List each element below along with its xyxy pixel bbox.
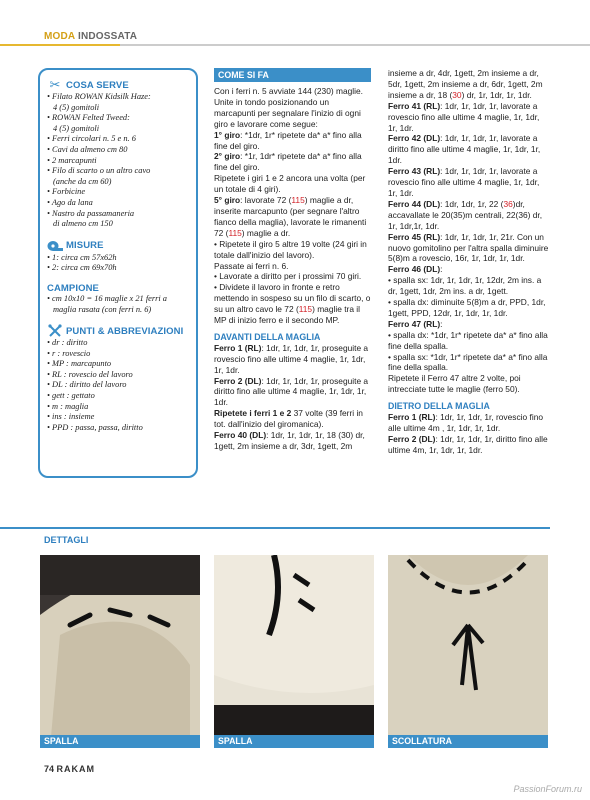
scissors-icon: ✂ [49,77,61,92]
misure-list: • 1: circa cm 57x62h • 2: circa cm 69x70h [47,252,117,273]
page-footer: 74 RAKAM [44,764,96,774]
campione-heading: CAMPIONE [47,282,99,294]
campione-list: • cm 10x10 = 16 maglie x 21 ferri a maglia rasata (con ferri n. 6) [47,293,167,314]
dettagli-heading: DETTAGLI [44,535,89,545]
punti-heading: PUNTI & ABBREVIAZIONI [47,324,190,338]
punti-list: • dr : diritto • r : rovescio • MP : marcapunto • RL : rovescio del lavoro • DL : diritto del lavoro • gett : gettato • m : maglia • ins : insieme • PPD : passa, passa, diritto [47,338,143,432]
dietro-heading: DIETRO DELLA MAGLIA [388,401,490,412]
cosa-serve-list: • Filato ROWAN Kidsilk Haze: 4 (5) gomitoli • ROWAN Felted Tweed: 4 (5) gomitoli • Ferri circolari n. 5 e n. 6 • Cavi da almeno cm 80 • 2 marcapunti • Filo di scarto o un altro cavo (anche da cm 60) • Forbicine • Ago da lana • Nastro da passamaneria di almeno cm 150 [47,92,151,229]
photo-scollatura [388,555,548,748]
come-si-fa-heading: COME SI FA [214,68,371,82]
misure-heading: MISURE [47,239,190,253]
tape-measure-icon [47,239,63,253]
materials-box [38,68,198,478]
photo-spalla-2 [214,555,374,748]
caption-spalla-2: SPALLA [214,735,374,748]
photo-spalla-1 [40,555,200,748]
caption-spalla-1: SPALLA [40,735,200,748]
instructions-column-2: insieme a dr, 4dr, 1gett, 2m insieme a dr, 5dr, 1gett, 2m insieme a dr, 6dr, 1gett, 2m insieme a dr, 18 (30) dr, 1r, 1dr, 1r, 1dr. Ferro 41 (RL): 1dr, 1r, 1dr, 1r, lavorate a rovescio fino alle ultime 4 maglie, 1r, 1dr, 1r, 1dr. Ferro 42 (DL): 1dr, 1r, 1dr, 1r, lavorate a diritto fino alle ultime 4 maglie, 1r, 1dr, 1r, 1dr. Ferro 43 (RL): 1dr, 1r, 1dr, 1r, lavorate a rovescio fino alle ultime 4 maglie, 1r, 1dr, 1r, 1dr. Ferro 44 (DL): 1dr, 1dr, 1r, 22 (36)dr, accavallate le 20(35)m centrali, 22(36) dr, 1r, 1dr,1r, 1dr. Ferro 45 (RL): 1dr, 1r, 1dr, 1r, 21r. Con un nuovo gomitolino per l'altra spalla diminuire 5(8)m a rovescio, 16r, 1r, 1dr, 1r, 1dr. Ferro 46 (DL): • spalla sx: 1dr, 1r, 1dr, 1r, 12dr, 2m ins. a dr, 1gett, 1dr, 2m ins. a dr, 1gett. • spalla dx: diminuite 5(8)m a dr, PPD, 1dr, 1gett, PPD, 12dr, 1r, 1dr, 1r, 1dr. Ferro 47 (RL): • spalla dx: *1dr, 1r* ripetete da* a* fino alla fine della spalla. • spalla sx: *1dr, 1r* ripetete da* a* fino alla fine della spalla. Ripetete il Ferro 47 altre 2 volte, poi intrecciate tutte le maglie (ferro 50). DIETRO DELLA MAGLIA Ferro 1 (RL): 1dr, 1r, 1dr, 1r, rovescio fino alle ultime 4m , 1r, 1dr, 1r, 1dr. Ferro 2 (DL): 1dr, 1r, 1dr, 1r, diritto fino alle ultime 4m, 1r, 1dr, 1r, 1dr. [388,68,549,455]
cosa-serve-heading: ✂ COSA SERVE [47,78,190,92]
watermark: PassionForum.ru [513,784,582,794]
instructions-column-1: COME SI FA Con i ferri n. 5 avviate 144 (230) maglie. Unite in tondo posizionando un marcapunti per segnalare l'inizio di ogni giro e lavorare come segue: 1° giro: *1dr, 1r* ripetete da* a* fino alla fine del giro. 2° giro: *1r, 1dr* ripetete da* a* fino alla fine del giro. Ripetete i giri 1 e 2 ancora una volta (per un totale di 4 giri). 5° giro: lavorate 72 (115) maglie a dr, inserite marcapunto (per segnare l'altro fianco della maglia), lavorate le rimanenti 72 (115) maglie a dr. • Ripetete il giro 5 altre 19 volte (24 giri in totale dall'inizio del lavoro). Passate ai ferri n. 6. • Lavorate a diritto per i prossimi 70 giri. • Dividete il lavoro in fronte e retro mettendo in sospeso su un filo di scarto, o su un altro cavo le 72 (115) maglie tra il MP di inizio ferro e il secondo MP. DAVANTI DELLA MAGLIA Ferro 1 (RL): 1dr, 1r, 1dr, 1r, proseguite a rovescio fino alle ultime 4 maglie, 1r, 1dr, 1r, 1dr. Ferro 2 (DL): 1dr, 1r, 1dr, 1r, proseguite a diritto fino alle ultime 4 maglie, 1r, 1dr, 1r, 1dr. Ripetete i ferri 1 e 2 37 volte (39 ferri in tot. dall'inizio del giromanica). Ferro 40 (DL): 1dr, 1r, 1dr, 1r, 18 (30) dr, 1gett, 2m insieme a dr, 3dr, 1gett, 2m [214,70,371,451]
davanti-heading: DAVANTI DELLA MAGLIA [214,331,321,342]
section-header: MODA INDOSSATA [44,31,138,42]
caption-scollatura: SCOLLATURA [388,735,548,748]
details-rule [0,527,550,529]
header-accent-bar [0,44,120,46]
needle-icon [47,324,63,338]
